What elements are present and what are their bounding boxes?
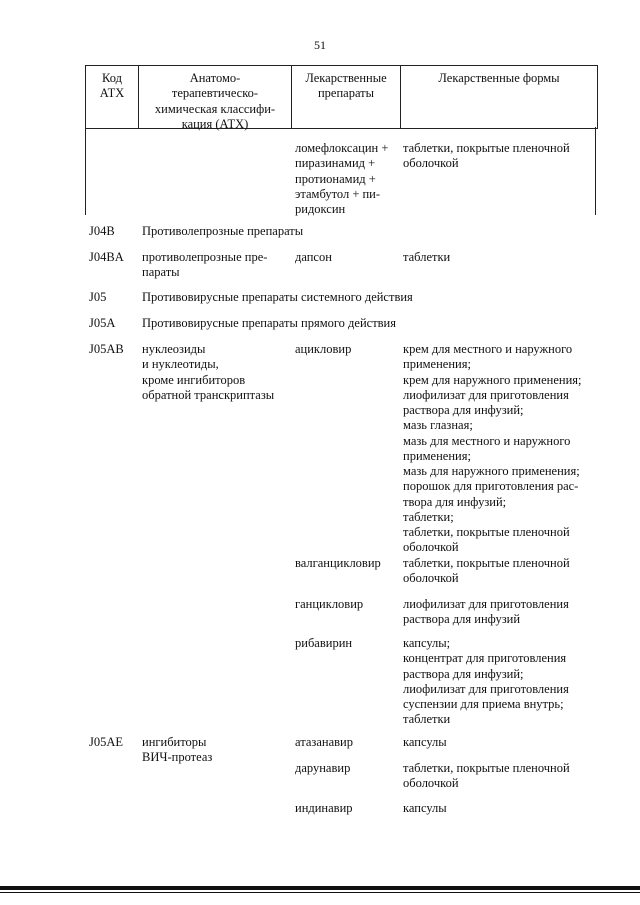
cell-atc: ингибиторы ВИЧ-протеаз xyxy=(142,735,213,765)
cell-atc: Противолепрозные препараты xyxy=(142,224,304,238)
cell-drug: ломефлоксацин + пиразинамид + протионамид + этамбутол + пи- ридоксин xyxy=(295,141,389,216)
table-right-border xyxy=(595,127,596,215)
cell-drug: индинавир xyxy=(295,801,353,815)
header-code-label: Код АТХ xyxy=(99,71,125,101)
header-forms-label: Лекарственные формы xyxy=(438,71,560,85)
table-header xyxy=(85,65,598,129)
cell-forms: таблетки xyxy=(403,250,451,264)
cell-drug: рибавирин xyxy=(295,636,353,650)
cell-drug: дапсон xyxy=(295,250,332,264)
cell-atc: нуклеозиды и нуклеотиды, кроме ингибиторов обратной транскриптазы xyxy=(142,342,275,402)
header-forms xyxy=(400,66,597,128)
cell-drug: атазанавир xyxy=(295,735,353,749)
cell-code: J05AB xyxy=(89,342,124,356)
cell-code: J04B xyxy=(89,224,115,238)
cell-atc: Противовирусные препараты системного действия xyxy=(142,290,413,304)
cell-code: J05A xyxy=(89,316,116,330)
cell-atc: противолепрозные пре- параты xyxy=(142,250,268,280)
table-left-border xyxy=(85,127,86,215)
cell-forms: таблетки, покрытые пленочной оболочкой xyxy=(403,761,570,791)
cell-drug: валганцикловир xyxy=(295,556,381,570)
footer-rule-thick xyxy=(0,886,640,890)
header-code xyxy=(86,66,138,128)
cell-forms: крем для местного и наружного применения; крем для наружного применения; лиофилизат для приготовления раствора для инфузий; мазь глазная; мазь для местного и наружного применения; мазь для наружного применения; порошок для приготовления рас- твора для инфузий; таблетки; таблетки, покрытые пленочной оболочкой xyxy=(403,342,582,555)
header-atc-label: Анатомо- терапевтическо- химическая классифи- кация (АТХ) xyxy=(154,71,276,131)
footer-rule-thin xyxy=(0,892,640,893)
header-atc xyxy=(138,66,291,131)
cell-forms: таблетки, покрытые пленочной оболочкой xyxy=(403,556,570,586)
header-drugs xyxy=(291,66,400,128)
cell-forms: капсулы; концентрат для приготовления раствора для инфузий; лиофилизат для приготовления суспензии для приема внутрь; таблетки xyxy=(403,636,569,727)
cell-drug: дарунавир xyxy=(295,761,351,775)
cell-forms: лиофилизат для приготовления раствора для инфузий xyxy=(403,597,569,627)
cell-drug: ацикловир xyxy=(295,342,352,356)
cell-code: J04BA xyxy=(89,250,124,264)
cell-forms: таблетки, покрытые пленочной оболочкой xyxy=(403,141,570,171)
cell-code: J05 xyxy=(89,290,107,304)
page-number: 51 xyxy=(314,38,326,52)
cell-atc: Противовирусные препараты прямого действия xyxy=(142,316,396,330)
cell-forms: капсулы xyxy=(403,735,447,749)
cell-code: J05AE xyxy=(89,735,124,749)
cell-drug: ганцикловир xyxy=(295,597,364,611)
cell-forms: капсулы xyxy=(403,801,447,815)
header-drugs-label: Лекарственные препараты xyxy=(305,71,387,101)
